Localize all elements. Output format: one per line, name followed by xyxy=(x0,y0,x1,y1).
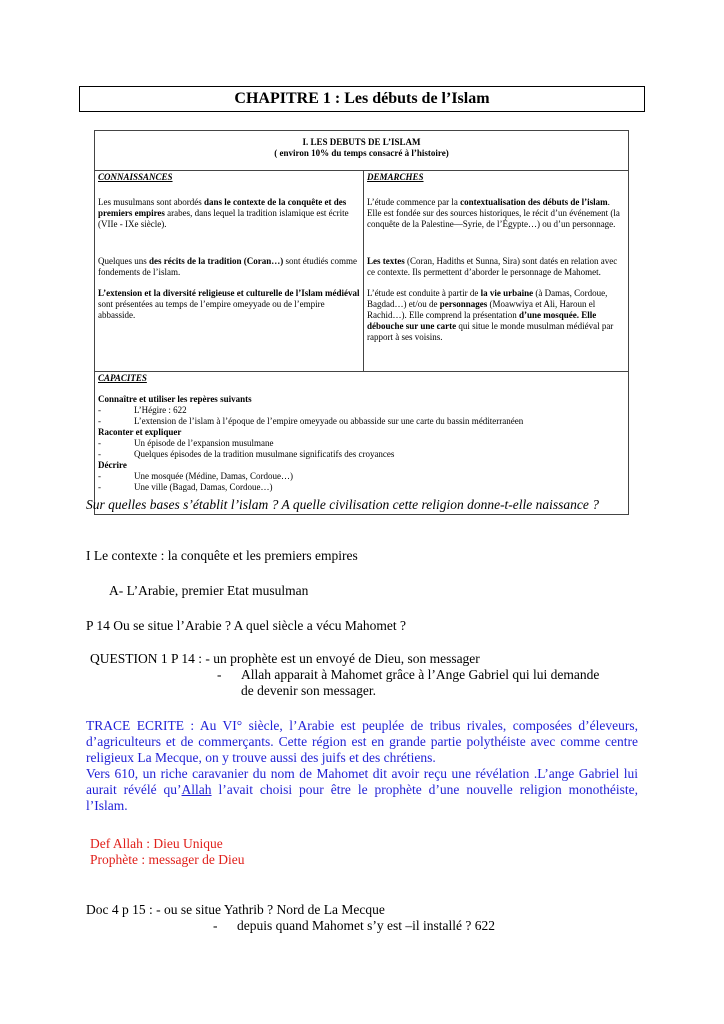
question-1-item: - Allah apparait à Mahomet grâce à l’Ange Gabriel qui lui demande xyxy=(217,667,600,682)
capacites-item: - L’Hégire : 622 xyxy=(98,405,187,415)
demarches-cell xyxy=(364,171,629,372)
programme-table xyxy=(94,130,629,515)
definitions xyxy=(90,836,642,868)
question-1-block xyxy=(90,651,642,699)
connaissances-label: CONNAISSANCES xyxy=(98,172,173,182)
table-header xyxy=(95,131,629,171)
capacites-item: - Quelques épisodes de la tradition musulmane significatifs des croyances xyxy=(98,449,395,459)
connaissances-cell xyxy=(95,171,364,372)
capacites-item: - L’extension de l’islam à l’époque de l’empire omeyyade ou abbasside sur une carte du bassin méditerranéen xyxy=(98,416,524,426)
capacites-heading-decrire: Décrire xyxy=(98,460,127,470)
capacites-heading-reperes: Connaître et utiliser les repères suivants xyxy=(98,394,252,404)
capacites-item: - Un épisode de l’expansion musulmane xyxy=(98,438,274,448)
definition-prophete: Prophète : messager de Dieu xyxy=(90,852,245,867)
doc4-line: Doc 4 p 15 : - ou se situe Yathrib ? Nord de La Mecque xyxy=(86,902,385,917)
doc4-item: - depuis quand Mahomet s’y est –il installé ? 622 xyxy=(213,918,495,933)
capacites-item: - Une mosquée (Médine, Damas, Cordoue…) xyxy=(98,471,293,481)
connaissances-p1: Les musulmans sont abordés dans le contexte de la conquête et des premiers empires arabes, dans lequel la tradition islamique est écrite (VIIe - IXe siècle). xyxy=(98,197,349,229)
connaissances-p3: L’extension et la diversité religieuse et culturelle de l’Islam médiéval sont présentées au temps de l’empire omeyyade ou de l’empire abbasside. xyxy=(98,288,360,320)
trace-ecrite-p2: Vers 610, un riche caravanier du nom de Mahomet dit avoir reçu une révélation .L’ange Gabriel lui aurait révélé qu’Allah l’avait choisi pour être le prophète d’une nouvelle religion monothéiste, l’Islam. xyxy=(86,766,638,813)
capacites-heading-raconter: Raconter et expliquer xyxy=(98,427,182,437)
question-1-line: QUESTION 1 P 14 : - un prophète est un envoyé de Dieu, son messager xyxy=(90,651,480,666)
p14-question: P 14 Ou se situe l’Arabie ? A quel siècle a vécu Mahomet ? xyxy=(86,618,407,633)
section-heading: I Le contexte : la conquête et les premiers empires xyxy=(86,548,358,563)
question-1-item-cont: de devenir son messager. xyxy=(241,683,376,698)
table-header-title: I. LES DEBUTS DE L’ISLAM xyxy=(302,137,421,147)
trace-ecrite-p1: TRACE ECRITE : Au VI° siècle, l’Arabie est peuplée de tribus rivales, composées d’éleveurs, d’agriculteurs et de commerçants. Cette région est en grande partie polythéiste avec comme centre religieux La Mecque, on y trouve aussi des juifs et des chrétiens. xyxy=(86,718,638,765)
problem-question: Sur quelles bases s’établit l’islam ? A quelle civilisation cette religion donne-t-elle naissance ? xyxy=(86,497,600,512)
demarches-label: DEMARCHES xyxy=(367,172,424,182)
doc4-block xyxy=(86,902,638,934)
subsection-heading: A- L’Arabie, premier Etat musulman xyxy=(109,583,309,598)
capacites-cell xyxy=(95,372,629,515)
capacites-item: - Une ville (Bagad, Damas, Cordoue…) xyxy=(98,482,273,492)
capacites-label: CAPACITES xyxy=(98,373,147,383)
connaissances-p2: Quelques uns des récits de la tradition (Coran…) sont étudiés comme fondements de l’islam. xyxy=(98,256,357,277)
demarches-p3: L’étude est conduite à partir de la vie urbaine (à Damas, Cordoue, Bagdad…) et/ou de personnages (Moawwiya et Ali, Haroun el Rachid…). Elle comprend la présentation d’une mosquée. Elle débouche sur une carte qui situe le monde musulman médiéval par rapport à ses voisins. xyxy=(367,288,614,342)
demarches-p1: L’étude commence par la contextualisation des débuts de l’islam. Elle est fondée sur des sources historiques, le récit d’un événement (la conquête de la Palestine—Syrie, de l’Égypte…) ou d’un personnage. xyxy=(367,197,620,229)
chapter-title: CHAPITRE 1 : Les débuts de l’Islam xyxy=(79,86,645,112)
table-header-subtitle: ( environ 10% du temps consacré à l’histoire) xyxy=(274,148,449,158)
demarches-p2: Les textes (Coran, Hadiths et Sunna, Sira) sont datés en relation avec ce contexte. Ils permettent d’aborder le personnage de Mahomet. xyxy=(367,256,618,277)
trace-ecrite xyxy=(86,718,638,814)
definition-allah: Def Allah : Dieu Unique xyxy=(90,836,223,851)
